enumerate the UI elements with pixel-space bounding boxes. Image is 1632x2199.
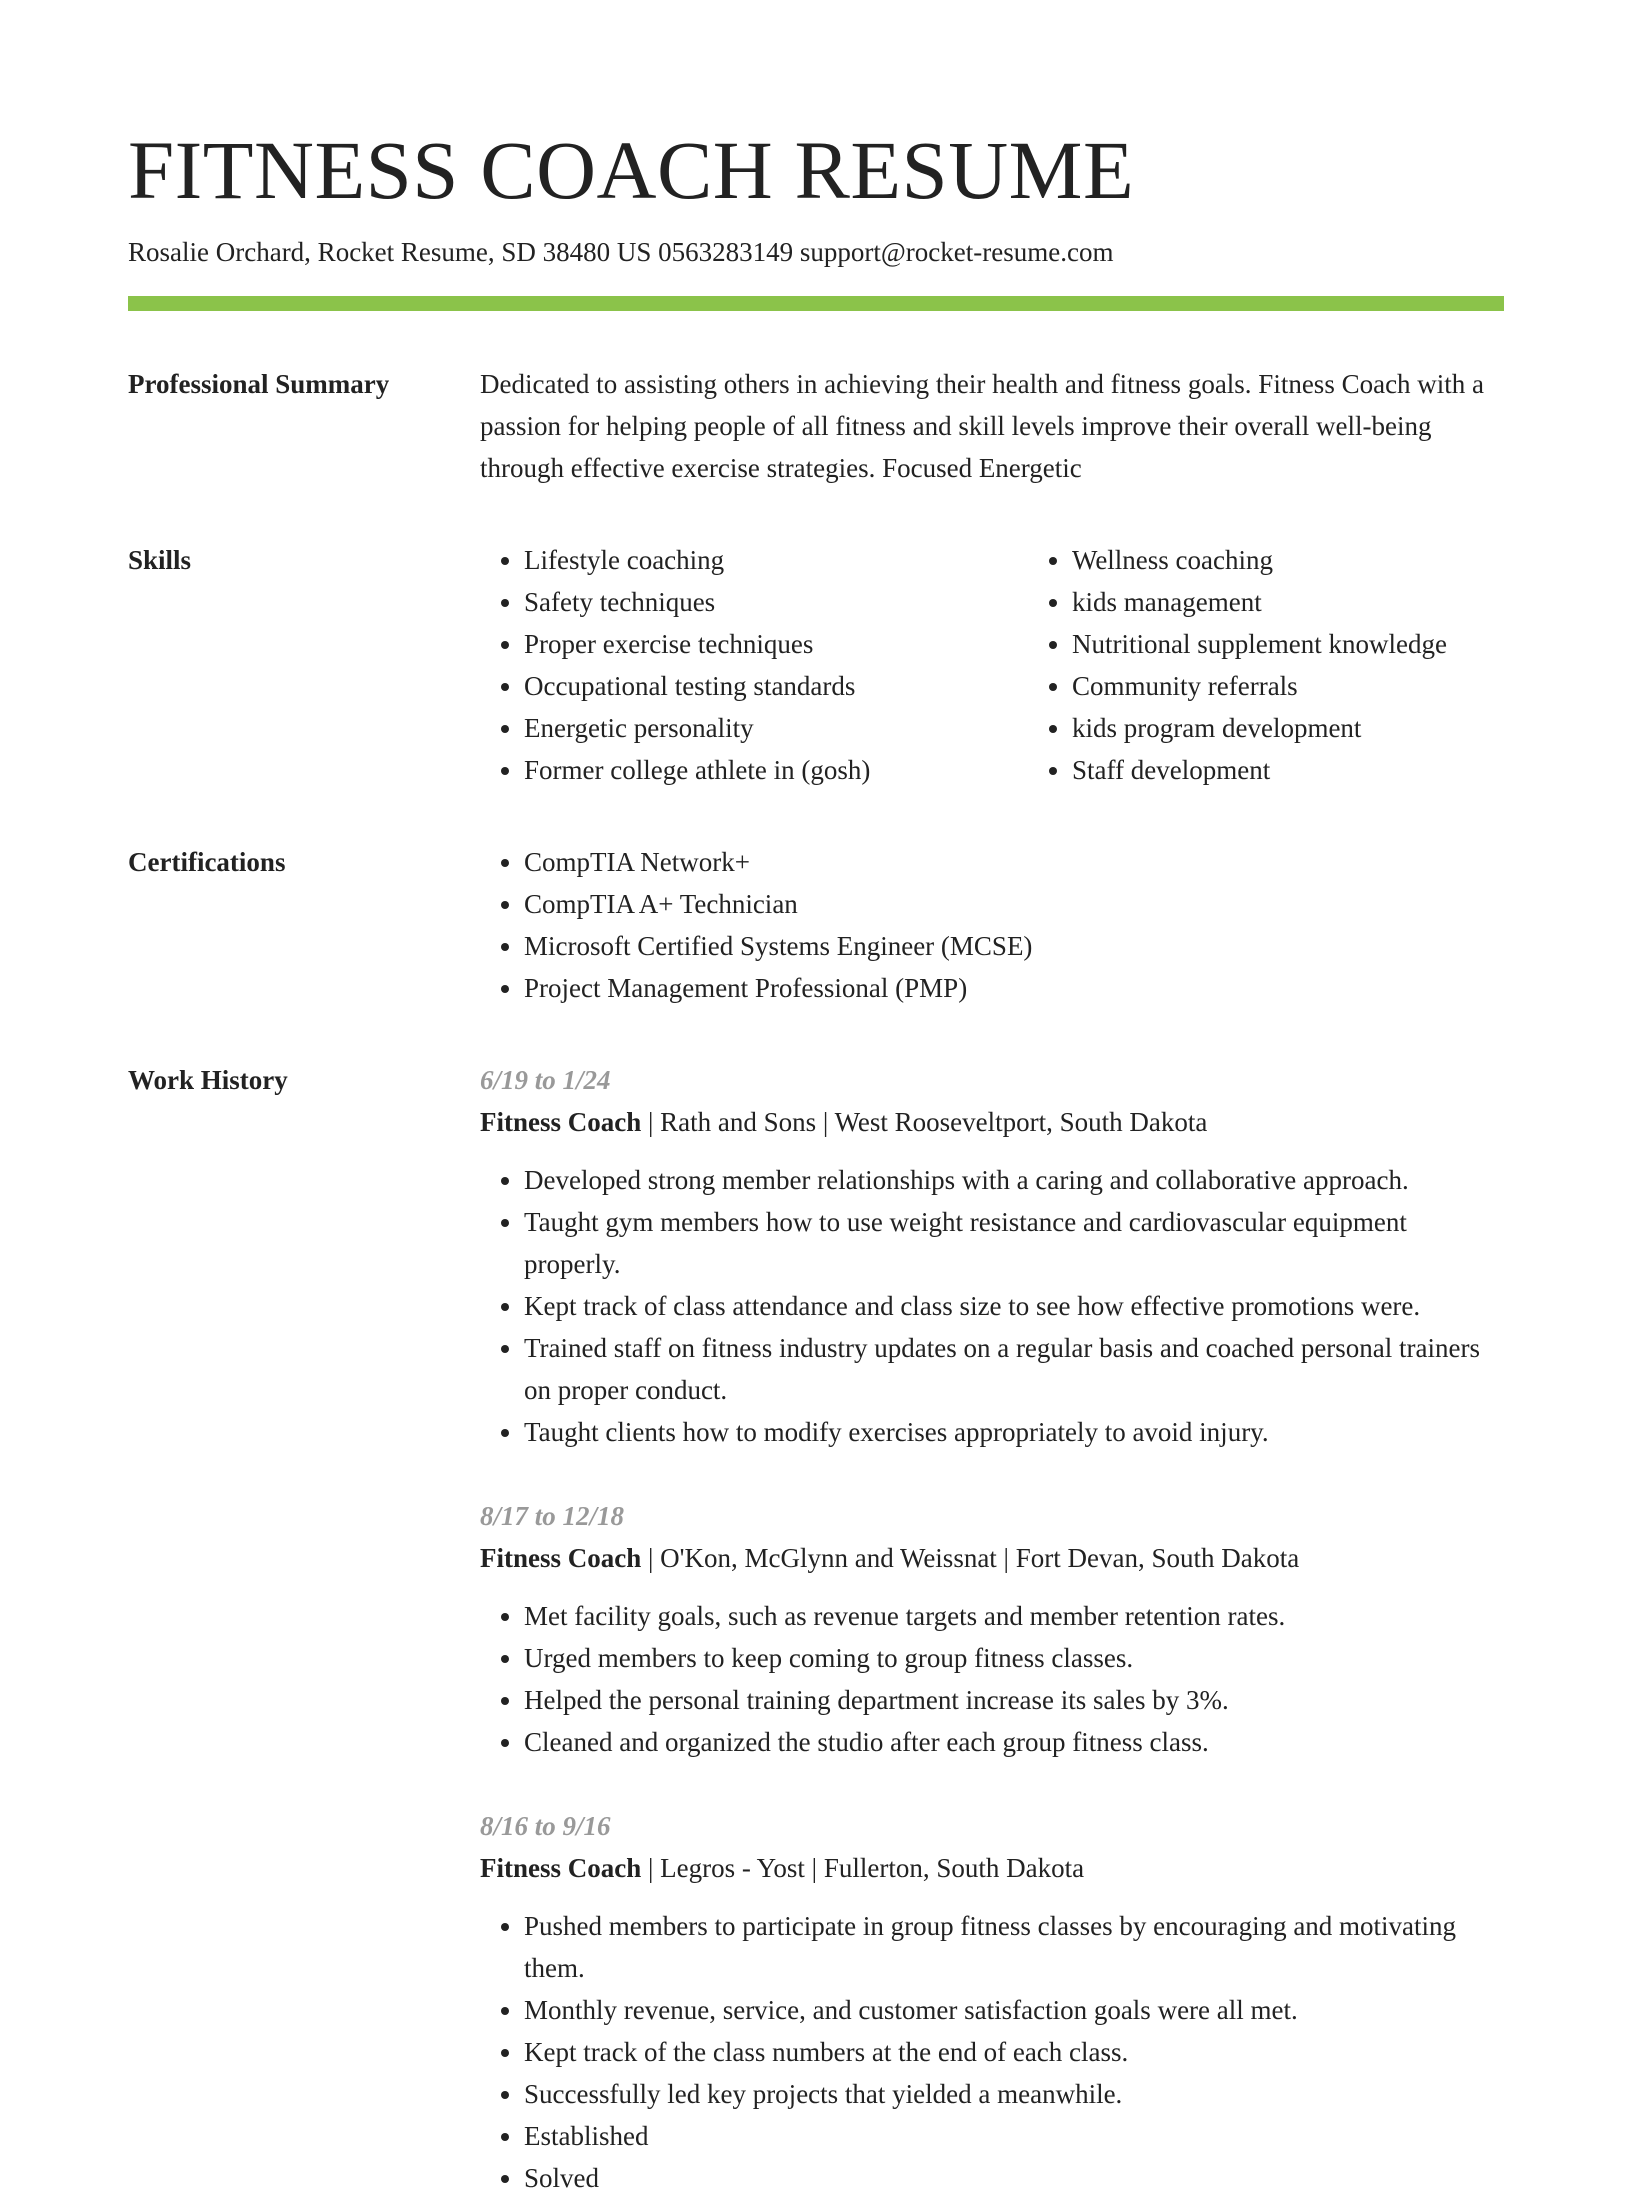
job-bullet: • Kept track of the class numbers at the end of each class.: [524, 2031, 1504, 2073]
job-dates: 6/19 to 1/24: [480, 1065, 611, 1095]
job-bullet: • Met facility goals, such as revenue targets and member retention rates.: [524, 1595, 1504, 1637]
summary-section: [128, 363, 1504, 489]
job-bullets: [480, 1595, 1504, 1763]
job-title: Fitness Coach: [480, 1543, 642, 1573]
job-bullet: • Helped the personal training department increase its sales by 3%.: [524, 1679, 1504, 1721]
section-label-work-history: Work History: [128, 1065, 288, 1095]
job-bullets: [480, 1905, 1504, 2199]
work-history-section: [128, 1059, 1504, 2199]
section-label-summary: Professional Summary: [128, 369, 390, 399]
section-label-skills: Skills: [128, 545, 192, 575]
skill-item: • Staff development: [1072, 749, 1576, 791]
certifications-content: [480, 841, 1504, 1009]
work-history-content: [480, 1059, 1504, 2199]
skill-item: • Occupational testing standards: [524, 665, 1028, 707]
job-entry: [480, 1059, 1504, 1453]
job-details: | Legros - Yost | Fullerton, South Dakota: [641, 1853, 1085, 1883]
job-title: Fitness Coach: [480, 1107, 642, 1137]
job-heading: [480, 1537, 1504, 1579]
job-entry: [480, 1495, 1504, 1763]
job-dates: 8/17 to 12/18: [480, 1501, 625, 1531]
job-bullet: • Taught clients how to modify exercises appropriately to avoid injury.: [524, 1411, 1504, 1453]
job-bullet: • Pushed members to participate in group fitness classes by encouraging and motivating them.: [524, 1905, 1504, 1989]
accent-divider: [128, 296, 1504, 311]
job-dates: 8/16 to 9/16: [480, 1811, 611, 1841]
page-title: FITNESS COACH RESUME: [128, 124, 1135, 216]
certifications-section: [128, 841, 1504, 1009]
job-details: | Rath and Sons | West Rooseveltport, South Dakota: [641, 1107, 1208, 1137]
job-bullet: • Taught gym members how to use weight resistance and cardiovascular equipment properly.: [524, 1201, 1504, 1285]
job-title: Fitness Coach: [480, 1853, 642, 1883]
job-bullet: • Established: [524, 2115, 1504, 2157]
job-bullet: • Cleaned and organized the studio after each group fitness class.: [524, 1721, 1504, 1763]
job-heading: [480, 1847, 1504, 1889]
job-bullet: • Developed strong member relationships with a caring and collaborative approach.: [524, 1159, 1504, 1201]
job-bullet: • Kept track of class attendance and class size to see how effective promotions were.: [524, 1285, 1504, 1327]
skill-item: • Nutritional supplement knowledge: [1072, 623, 1576, 665]
skills-list-left: [480, 539, 1028, 791]
contact-line: Rosalie Orchard, Rocket Resume, SD 38480 US 0563283149 support@rocket-resume.com: [128, 237, 1114, 267]
skill-item: • Safety techniques: [524, 581, 1028, 623]
job-heading: [480, 1101, 1504, 1143]
summary-text: Dedicated to assisting others in achieving their health and fitness goals. Fitness Coach with a passion for helping people of all fitness and skill levels improve their overall well-being through effective exercise strategies. Focused Energetic: [480, 369, 1485, 483]
skills-list-right: [1028, 539, 1576, 791]
skill-item: • Wellness coaching: [1072, 539, 1576, 581]
skill-item: • Former college athlete in (gosh): [524, 749, 1028, 791]
job-bullet: • Successfully led key projects that yielded a meanwhile.: [524, 2073, 1504, 2115]
certification-item: • CompTIA A+ Technician: [524, 883, 1504, 925]
job-details: | O'Kon, McGlynn and Weissnat | Fort Devan, South Dakota: [641, 1543, 1300, 1573]
skills-section: [128, 539, 1504, 791]
skill-item: • Community referrals: [1072, 665, 1576, 707]
skills-columns: [480, 539, 1576, 791]
skill-item: • Lifestyle coaching: [524, 539, 1028, 581]
job-entry: [480, 1805, 1504, 2199]
job-bullet: • Urged members to keep coming to group fitness classes.: [524, 1637, 1504, 1679]
certification-item: • Microsoft Certified Systems Engineer (MCSE): [524, 925, 1504, 967]
skill-item: • Energetic personality: [524, 707, 1028, 749]
job-bullet: • Monthly revenue, service, and customer satisfaction goals were all met.: [524, 1989, 1504, 2031]
skill-item: • kids program development: [1072, 707, 1576, 749]
job-bullet: • Trained staff on fitness industry updates on a regular basis and coached personal trainers on proper conduct.: [524, 1327, 1504, 1411]
certification-item: • CompTIA Network+: [524, 841, 1504, 883]
skill-item: • Proper exercise techniques: [524, 623, 1028, 665]
certifications-list: [480, 841, 1504, 1009]
resume-page: [128, 118, 1504, 2199]
section-label-certifications: Certifications: [128, 847, 286, 877]
certification-item: • Project Management Professional (PMP): [524, 967, 1504, 1009]
job-bullets: [480, 1159, 1504, 1453]
skill-item: • kids management: [1072, 581, 1576, 623]
job-bullet: • Solved: [524, 2157, 1504, 2199]
